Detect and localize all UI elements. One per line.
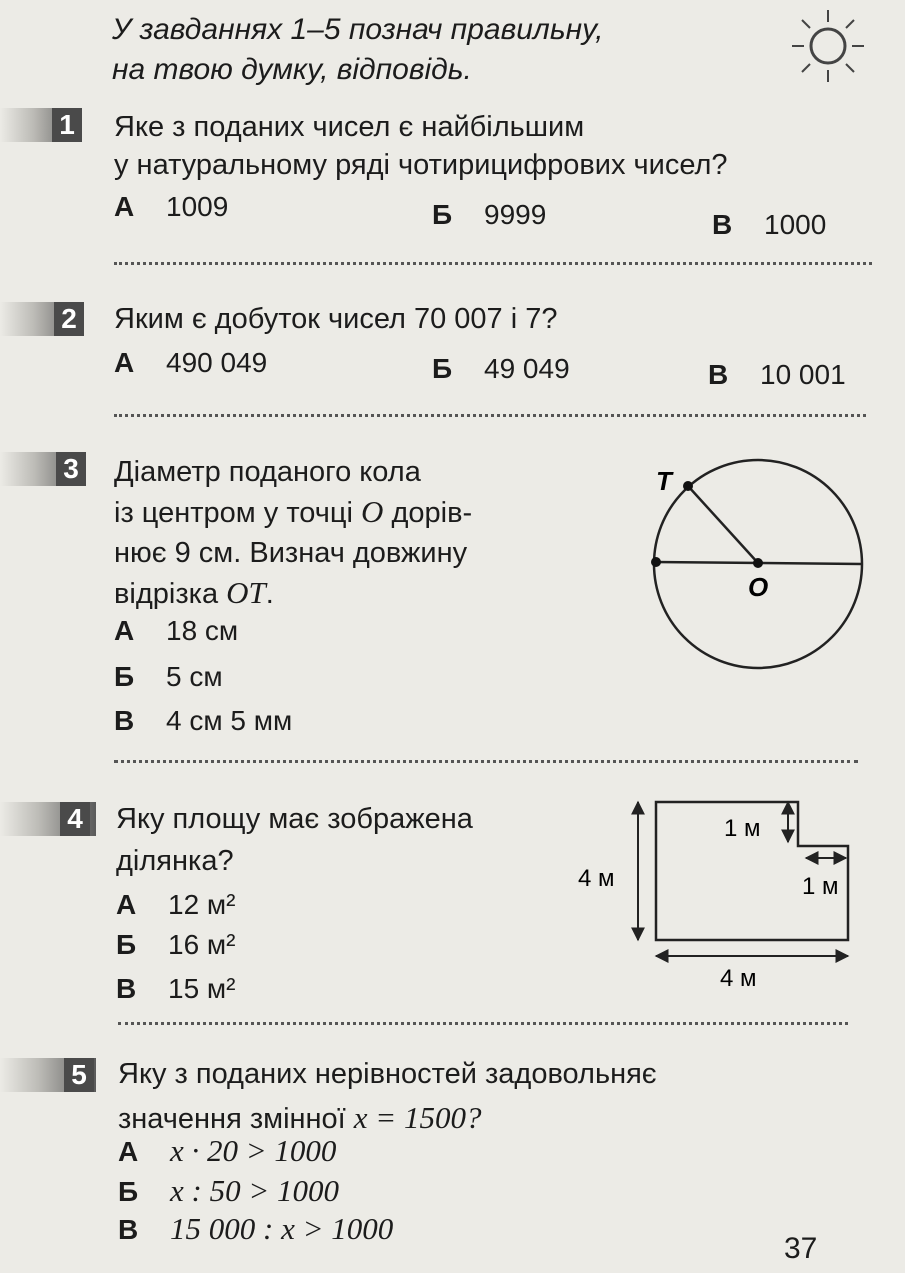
option-letter: В [114, 705, 135, 736]
option-letter: Б [432, 353, 453, 384]
option-text: 5 см [166, 661, 223, 692]
option-text: x · 20 > 1000 [170, 1133, 337, 1168]
label-top-dim: 1 м [724, 815, 761, 842]
question-5-option-c[interactable] [118, 1212, 393, 1247]
question-3-line-1: Діаметр поданого кола [114, 456, 421, 488]
question-3-text [114, 452, 472, 614]
question-4-line-1: Яку площу має зображена [116, 803, 473, 835]
option-letter: В [712, 209, 733, 240]
question-1-number: 1 [52, 108, 82, 142]
option-letter: А [118, 1136, 139, 1167]
option-text: x : 50 > 1000 [170, 1173, 340, 1208]
option-text: 9999 [484, 199, 547, 230]
question-4-number: 4 [60, 802, 90, 836]
question-3-option-c[interactable] [114, 704, 292, 738]
question-3-line-4: відрізка OT. [114, 575, 274, 610]
option-text: 18 см [166, 615, 239, 646]
option-letter: А [114, 347, 135, 378]
plot-figure [570, 790, 870, 1000]
option-text: 15 м² [168, 973, 236, 1004]
option-text: 4 см 5 мм [166, 705, 293, 736]
option-letter: В [118, 1214, 139, 1245]
label-right-dim: 1 м [802, 873, 839, 900]
question-5-number: 5 [64, 1058, 94, 1092]
option-letter: В [116, 973, 137, 1004]
question-1-line-2: у натуральному ряді чотирицифрових чисел? [114, 149, 728, 181]
question-2-option-b[interactable] [432, 352, 570, 386]
question-4-option-c[interactable] [116, 972, 236, 1006]
question-5-line-1: Яку з поданих нерівностей задовольняє [118, 1058, 657, 1090]
option-letter: А [116, 889, 137, 920]
question-1-option-b[interactable] [432, 198, 546, 232]
option-text: 12 м² [168, 889, 236, 920]
option-letter: В [708, 359, 729, 390]
question-3-option-a[interactable] [114, 614, 238, 648]
option-text: 1000 [764, 209, 827, 240]
option-letter: Б [114, 661, 135, 692]
option-letter: Б [116, 929, 137, 960]
question-5-line-2: значення змінної x = 1500? [118, 1100, 482, 1135]
answer-divider [114, 760, 858, 763]
answer-divider [114, 262, 872, 265]
question-2-option-c[interactable] [708, 358, 846, 392]
question-3-line-2: із центром у точці O дорів- [114, 494, 473, 529]
label-bottom-dim: 4 м [720, 965, 757, 992]
question-2-option-a[interactable] [114, 346, 267, 380]
question-3-number: 3 [56, 452, 86, 486]
question-2-text [114, 300, 558, 338]
option-text: 15 000 : x > 1000 [170, 1211, 394, 1246]
answer-divider [114, 414, 866, 417]
radius-ot [688, 486, 758, 563]
question-2-number: 2 [54, 302, 84, 336]
question-1-text [114, 108, 728, 184]
question-4-option-b[interactable] [116, 928, 236, 962]
question-4-option-a[interactable] [116, 888, 236, 922]
point-o [753, 558, 763, 568]
option-letter: Б [118, 1176, 139, 1207]
label-t: T [656, 466, 672, 496]
answer-divider [118, 1022, 848, 1025]
option-letter: Б [432, 199, 453, 230]
option-letter: А [114, 191, 135, 222]
option-text: 1009 [166, 191, 229, 222]
page-number: 37 [784, 1232, 818, 1265]
question-4-line-2: ділянка? [116, 845, 234, 877]
question-3-line-3: нює 9 см. Визнач довжину [114, 537, 468, 569]
sun-icon [788, 6, 868, 86]
question-5-option-a[interactable] [118, 1134, 336, 1169]
instructions [112, 10, 752, 90]
label-o: O [748, 572, 769, 602]
option-text: 49 049 [484, 353, 570, 384]
question-1-option-c[interactable] [712, 208, 826, 242]
point-t [683, 481, 693, 491]
instructions-line-1: У завданнях 1–5 познач правильну, [112, 13, 604, 46]
point-left [651, 557, 661, 567]
option-text: 10 001 [760, 359, 846, 390]
question-5-option-b[interactable] [118, 1174, 339, 1209]
label-left-dim: 4 м [578, 865, 615, 892]
question-1-option-a[interactable] [114, 190, 228, 224]
option-text: 16 м² [168, 929, 236, 960]
question-2-line-1: Яким є добуток чисел 70 007 і 7? [114, 303, 558, 335]
option-text: 490 049 [166, 347, 268, 378]
circle-figure [640, 450, 870, 690]
question-5-text [118, 1052, 657, 1141]
question-3-option-b[interactable] [114, 660, 223, 694]
question-4-text [116, 798, 473, 882]
question-1-line-1: Яке з поданих чисел є найбільшим [114, 111, 585, 143]
option-letter: А [114, 615, 135, 646]
instructions-line-2: на твою думку, відповідь. [112, 53, 472, 86]
